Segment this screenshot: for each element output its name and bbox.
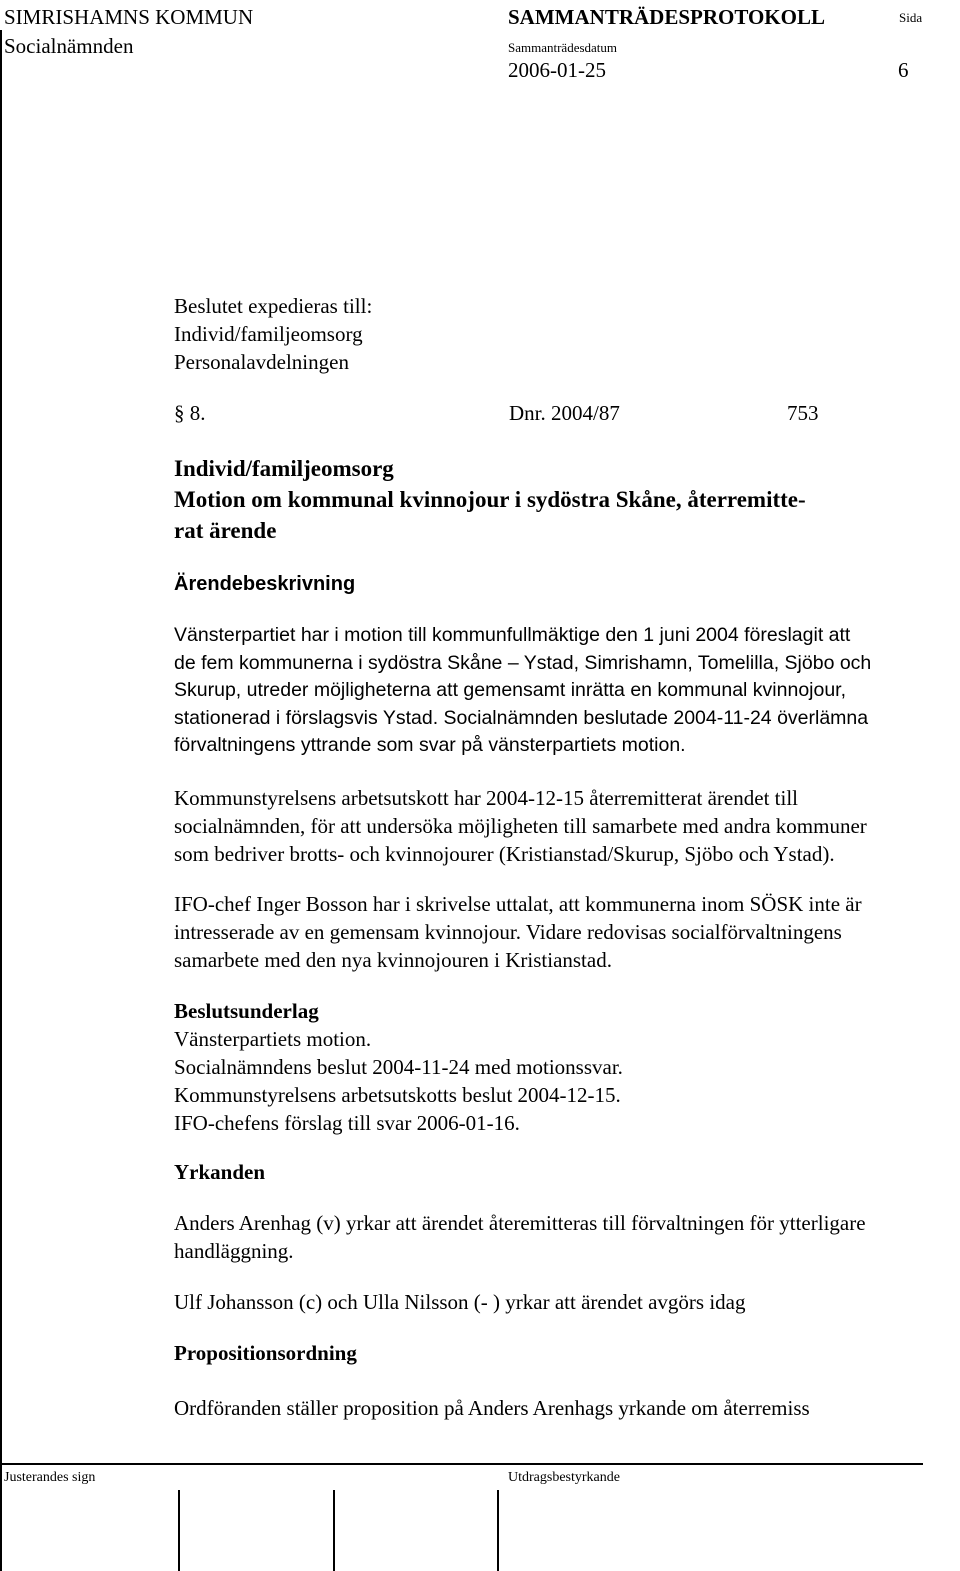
distribution-recipient: Personalavdelningen bbox=[174, 350, 349, 374]
distribution-heading: Beslutet expedieras till: bbox=[174, 294, 373, 318]
text-line: socialnämnden, för att undersöka möjligheten till samarbete med andra kommuner bbox=[174, 814, 867, 838]
text-line: samarbete med den nya kvinnojouren i Kristianstad. bbox=[174, 948, 612, 972]
section-heading-arendebeskrivning: Ärendebeskrivning bbox=[174, 573, 356, 595]
text-line: Skurup, utreder möjligheterna att gemensamt inrätta en kommunal kvinnojour, bbox=[174, 679, 847, 701]
signature-box-divider bbox=[178, 1490, 180, 1571]
item-title-line: Individ/familjeomsorg bbox=[174, 456, 394, 481]
yrkanden-paragraph-1 bbox=[174, 1209, 866, 1265]
page-number: 6 bbox=[898, 58, 909, 82]
item-title-line: rat ärende bbox=[174, 518, 277, 543]
distribution-recipient: Individ/familjeomsorg bbox=[174, 322, 363, 346]
distribution-block bbox=[174, 292, 372, 376]
text-line: förvaltningens yttrande som svar på vänsterpartiets motion. bbox=[174, 734, 686, 756]
left-margin-rule bbox=[0, 30, 2, 1571]
item-code: 753 bbox=[787, 401, 819, 425]
section-heading-yrkanden: Yrkanden bbox=[174, 1160, 266, 1184]
text-line: handläggning. bbox=[174, 1239, 294, 1263]
text-line: som bedriver brotts- och kvinnojourer (Kristianstad/Skurup, Sjöbo och Ystad). bbox=[174, 842, 835, 866]
board-name: Socialnämnden bbox=[4, 34, 134, 58]
paragraph-number: § 8. bbox=[174, 401, 206, 425]
section-heading-beslutsunderlag: Beslutsunderlag bbox=[174, 999, 319, 1023]
signature-box-divider bbox=[333, 1490, 335, 1571]
text-line: stationerad i förslagsvis Ystad. Socialnämnden beslutade 2004-11-24 överlämna bbox=[174, 706, 869, 729]
list-item: Kommunstyrelsens arbetsutskotts beslut 2004-12-15. bbox=[174, 1083, 621, 1107]
yrkanden-paragraph-2: Ulf Johansson (c) och Ulla Nilsson (- ) yrkar att ärendet avgörs idag bbox=[174, 1290, 746, 1314]
footer-rule bbox=[0, 1463, 923, 1465]
item-title bbox=[174, 453, 806, 546]
document-type: SAMMANTRÄDESPROTOKOLL bbox=[508, 5, 825, 29]
list-item: Vänsterpartiets motion. bbox=[174, 1027, 372, 1051]
signature-box-divider bbox=[497, 1490, 499, 1571]
justerandes-sign-label: Justerandes sign bbox=[4, 1470, 96, 1485]
section-heading-propositionsordning: Propositionsordning bbox=[174, 1341, 357, 1365]
dnr-number: Dnr. 2004/87 bbox=[509, 401, 620, 425]
arendebeskrivning-paragraph-2 bbox=[174, 784, 867, 868]
page-label: Sida bbox=[899, 10, 923, 25]
utdragsbestyrkande-label: Utdragsbestyrkande bbox=[508, 1470, 620, 1485]
date-label: Sammanträdesdatum bbox=[508, 40, 618, 55]
beslutsunderlag-section bbox=[174, 997, 623, 1137]
municipality-name: SIMRISHAMNS KOMMUN bbox=[4, 5, 254, 29]
arendebeskrivning-paragraph-3 bbox=[174, 890, 862, 974]
text-line: Vänsterpartiet har i motion till kommunfullmäktige den 1 juni 2004 föreslagit att bbox=[174, 624, 851, 646]
text-line: IFO-chef Inger Bosson har i skrivelse uttalat, att kommunerna inom SÖSK inte är bbox=[174, 892, 862, 916]
text-line: de fem kommunerna i sydöstra Skåne – Ystad, Simrishamn, Tomelilla, Sjöbo och bbox=[174, 651, 872, 674]
list-item: Socialnämndens beslut 2004-11-24 med motionssvar. bbox=[174, 1055, 623, 1079]
text-line: Anders Arenhag (v) yrkar att ärendet återemitteras till förvaltningen för ytterligare bbox=[174, 1211, 866, 1235]
propositionsordning-text: Ordföranden ställer proposition på Anders Arenhags yrkande om återremiss bbox=[174, 1396, 810, 1420]
meeting-date: 2006-01-25 bbox=[508, 58, 606, 82]
text-line: intresserade av en gemensam kvinnojour. Vidare redovisas socialförvaltningens bbox=[174, 920, 842, 944]
item-title-line: Motion om kommunal kvinnojour i sydöstra Skåne, återremitte- bbox=[174, 487, 806, 512]
text-line: Kommunstyrelsens arbetsutskott har 2004-12-15 återremitterat ärendet till bbox=[174, 786, 798, 810]
list-item: IFO-chefens förslag till svar 2006-01-16. bbox=[174, 1111, 520, 1135]
arendebeskrivning-paragraph-1 bbox=[174, 622, 871, 760]
